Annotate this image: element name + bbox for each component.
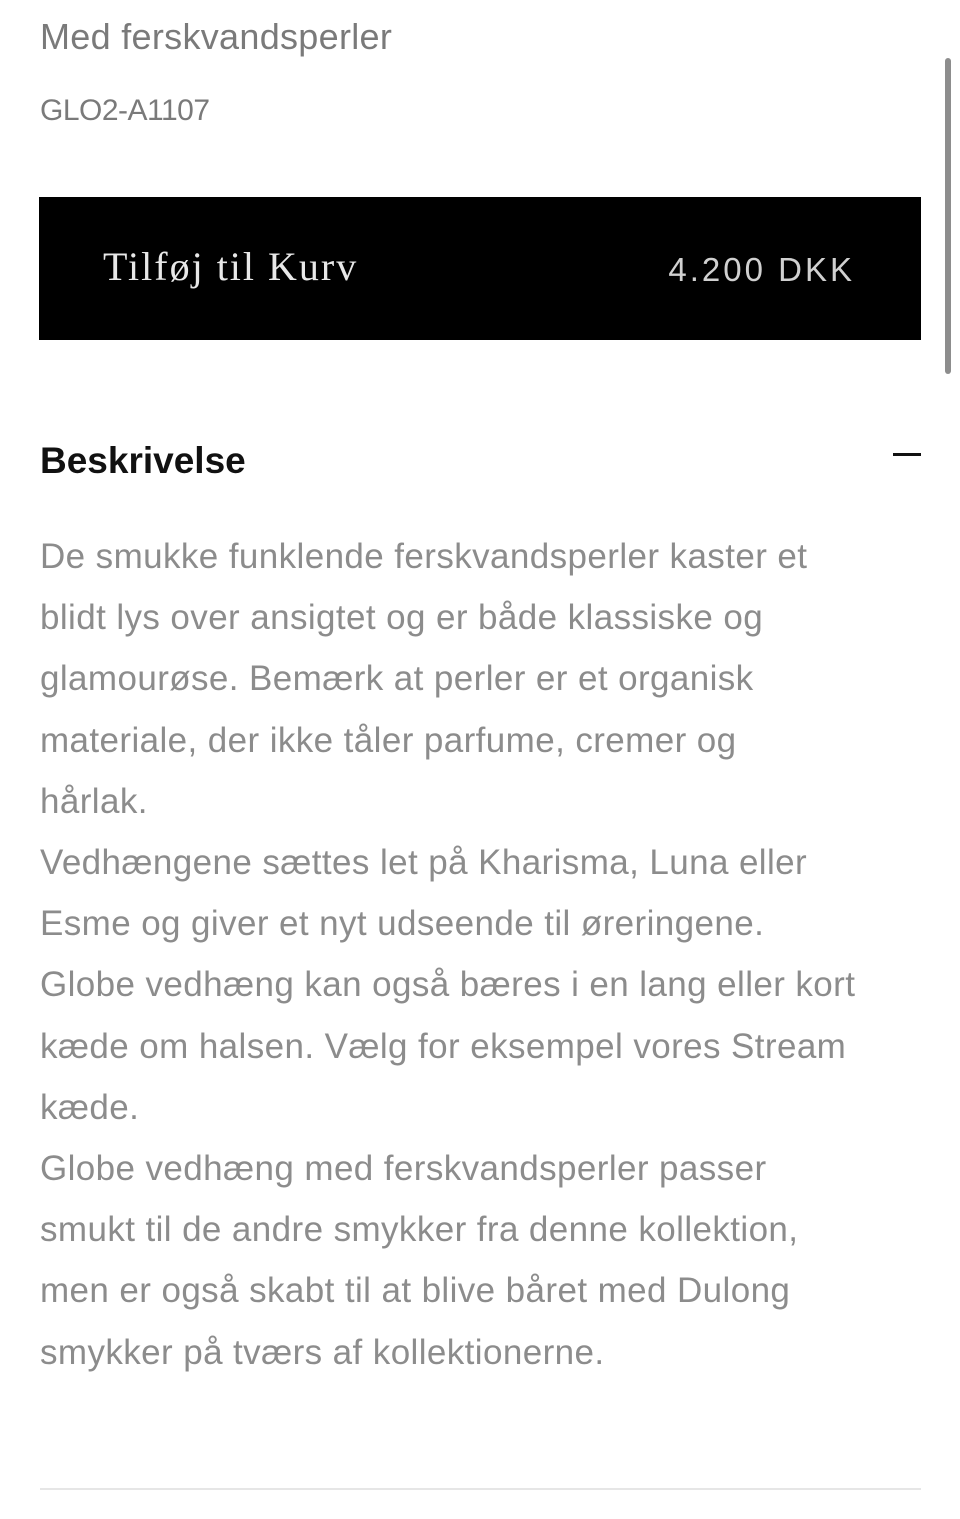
description-line: blidt lys over ansigtet og er både klassiske og (40, 598, 764, 638)
product-sku: GLO2-A1107 (40, 94, 210, 127)
description-line: Vedhængene sættes let på Kharisma, Luna eller (40, 843, 808, 883)
add-to-cart-label: Tilføj til Kurv (103, 244, 359, 289)
description-line: Globe vedhæng kan også bæres i en lang eller kort (40, 965, 856, 1005)
add-to-cart-button[interactable] (39, 197, 921, 340)
description-line: Esme og giver et nyt udseende til øreringene. (40, 904, 765, 944)
description-line: kæde. (40, 1087, 140, 1127)
description-line: kæde om halsen. Vælg for eksempel vores Stream (40, 1026, 847, 1066)
product-price: 4.200 DKK (668, 251, 855, 288)
description-line: De smukke funklende ferskvandsperler kaster et (40, 537, 808, 576)
minus-icon[interactable] (893, 453, 921, 456)
section-divider (40, 1488, 921, 1490)
description-line: Globe vedhæng med ferskvandsperler passer (40, 1149, 767, 1189)
product-subtitle: Med ferskvandsperler (40, 16, 393, 57)
description-heading[interactable]: Beskrivelse (40, 440, 246, 481)
description-line: glamourøse. Bemærk at perler er et organisk (40, 659, 754, 699)
description-text (40, 526, 940, 1383)
description-line: smykker på tværs af kollektionerne. (40, 1332, 605, 1372)
description-line: men er også skabt til at blive båret med Dulong (40, 1271, 791, 1311)
description-line: smukt til de andre smykker fra denne kollektion, (40, 1210, 799, 1250)
description-line: materiale, der ikke tåler parfume, cremer og (40, 720, 737, 760)
scrollbar[interactable] (945, 58, 951, 374)
description-line: hårlak. (40, 781, 148, 821)
